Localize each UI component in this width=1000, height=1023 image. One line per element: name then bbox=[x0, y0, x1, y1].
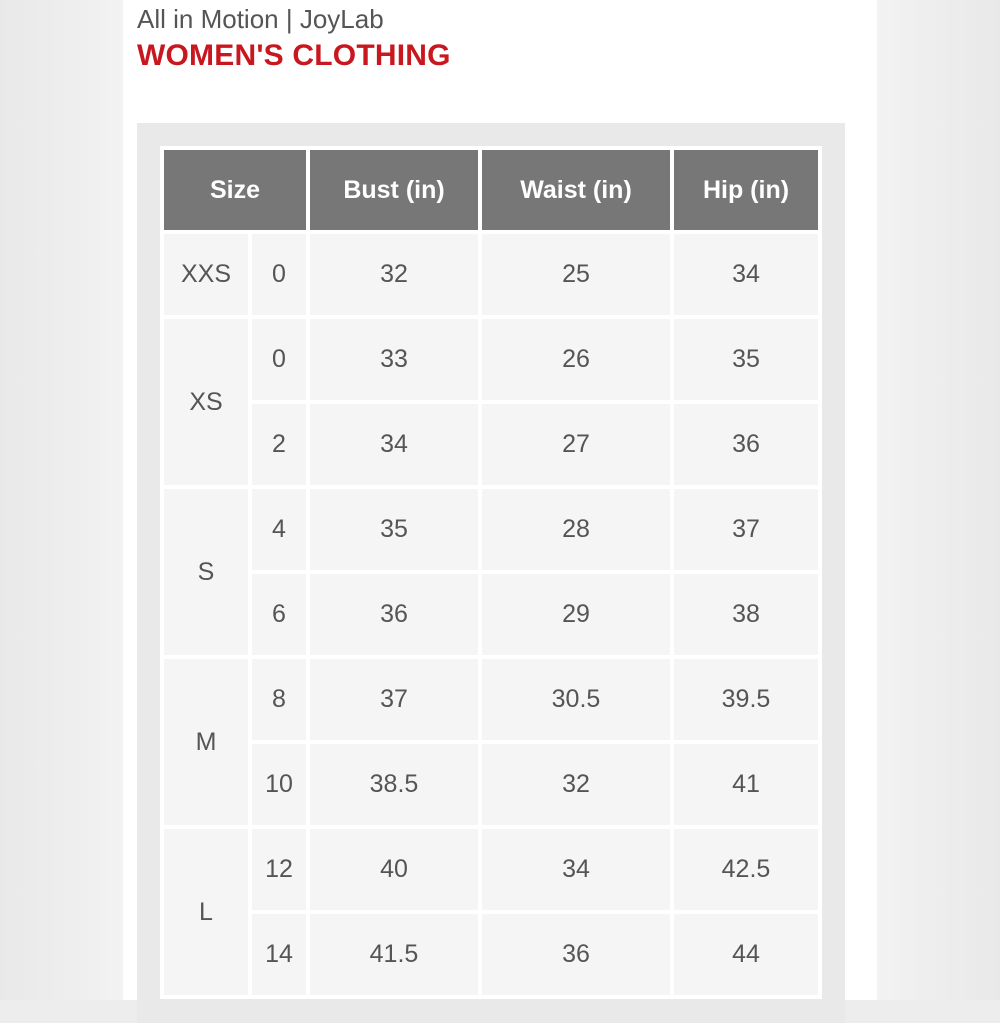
table-row bbox=[164, 744, 818, 825]
size-number-cell: 8 bbox=[252, 659, 306, 740]
table-row bbox=[164, 404, 818, 485]
bust-cell: 36 bbox=[310, 574, 478, 655]
size-number-cell: 0 bbox=[252, 319, 306, 400]
size-label-cell: XXS bbox=[164, 234, 248, 315]
bust-cell: 35 bbox=[310, 489, 478, 570]
size-number-cell: 10 bbox=[252, 744, 306, 825]
size-number-cell: 14 bbox=[252, 914, 306, 995]
size-number-cell: 6 bbox=[252, 574, 306, 655]
waist-cell: 26 bbox=[482, 319, 670, 400]
hip-cell: 39.5 bbox=[674, 659, 818, 740]
right-backdrop bbox=[877, 0, 1000, 1000]
bust-cell: 38.5 bbox=[310, 744, 478, 825]
size-number-cell: 0 bbox=[252, 234, 306, 315]
size-number-cell: 4 bbox=[252, 489, 306, 570]
brand-line: All in Motion | JoyLab bbox=[137, 4, 384, 34]
table-row bbox=[164, 234, 818, 315]
bust-cell: 41.5 bbox=[310, 914, 478, 995]
column-header-waist: Waist (in) bbox=[482, 150, 670, 230]
table-row bbox=[164, 829, 818, 910]
page-title: WOMEN'S CLOTHING bbox=[137, 39, 451, 72]
column-header-size: Size bbox=[164, 150, 306, 230]
waist-cell: 29 bbox=[482, 574, 670, 655]
waist-cell: 25 bbox=[482, 234, 670, 315]
bust-cell: 37 bbox=[310, 659, 478, 740]
waist-cell: 34 bbox=[482, 829, 670, 910]
left-backdrop bbox=[0, 0, 123, 1000]
table-header-row bbox=[164, 150, 818, 230]
bust-cell: 40 bbox=[310, 829, 478, 910]
table-row bbox=[164, 659, 818, 740]
hip-cell: 35 bbox=[674, 319, 818, 400]
waist-cell: 32 bbox=[482, 744, 670, 825]
size-label-cell: M bbox=[164, 659, 248, 825]
hip-cell: 36 bbox=[674, 404, 818, 485]
size-table-panel bbox=[137, 123, 845, 1023]
hip-cell: 38 bbox=[674, 574, 818, 655]
table-row bbox=[164, 319, 818, 400]
bust-cell: 33 bbox=[310, 319, 478, 400]
bust-cell: 34 bbox=[310, 404, 478, 485]
hip-cell: 34 bbox=[674, 234, 818, 315]
column-header-hip: Hip (in) bbox=[674, 150, 818, 230]
size-label-cell: S bbox=[164, 489, 248, 655]
hip-cell: 37 bbox=[674, 489, 818, 570]
column-header-bust: Bust (in) bbox=[310, 150, 478, 230]
hip-cell: 44 bbox=[674, 914, 818, 995]
waist-cell: 30.5 bbox=[482, 659, 670, 740]
size-label-cell: XS bbox=[164, 319, 248, 485]
table-row bbox=[164, 489, 818, 570]
table-row bbox=[164, 914, 818, 995]
size-number-cell: 2 bbox=[252, 404, 306, 485]
waist-cell: 27 bbox=[482, 404, 670, 485]
waist-cell: 28 bbox=[482, 489, 670, 570]
size-chart-table bbox=[160, 146, 822, 999]
size-number-cell: 12 bbox=[252, 829, 306, 910]
waist-cell: 36 bbox=[482, 914, 670, 995]
size-label-cell: L bbox=[164, 829, 248, 995]
hip-cell: 42.5 bbox=[674, 829, 818, 910]
bust-cell: 32 bbox=[310, 234, 478, 315]
size-chart-page bbox=[123, 0, 877, 1000]
table-row bbox=[164, 574, 818, 655]
hip-cell: 41 bbox=[674, 744, 818, 825]
